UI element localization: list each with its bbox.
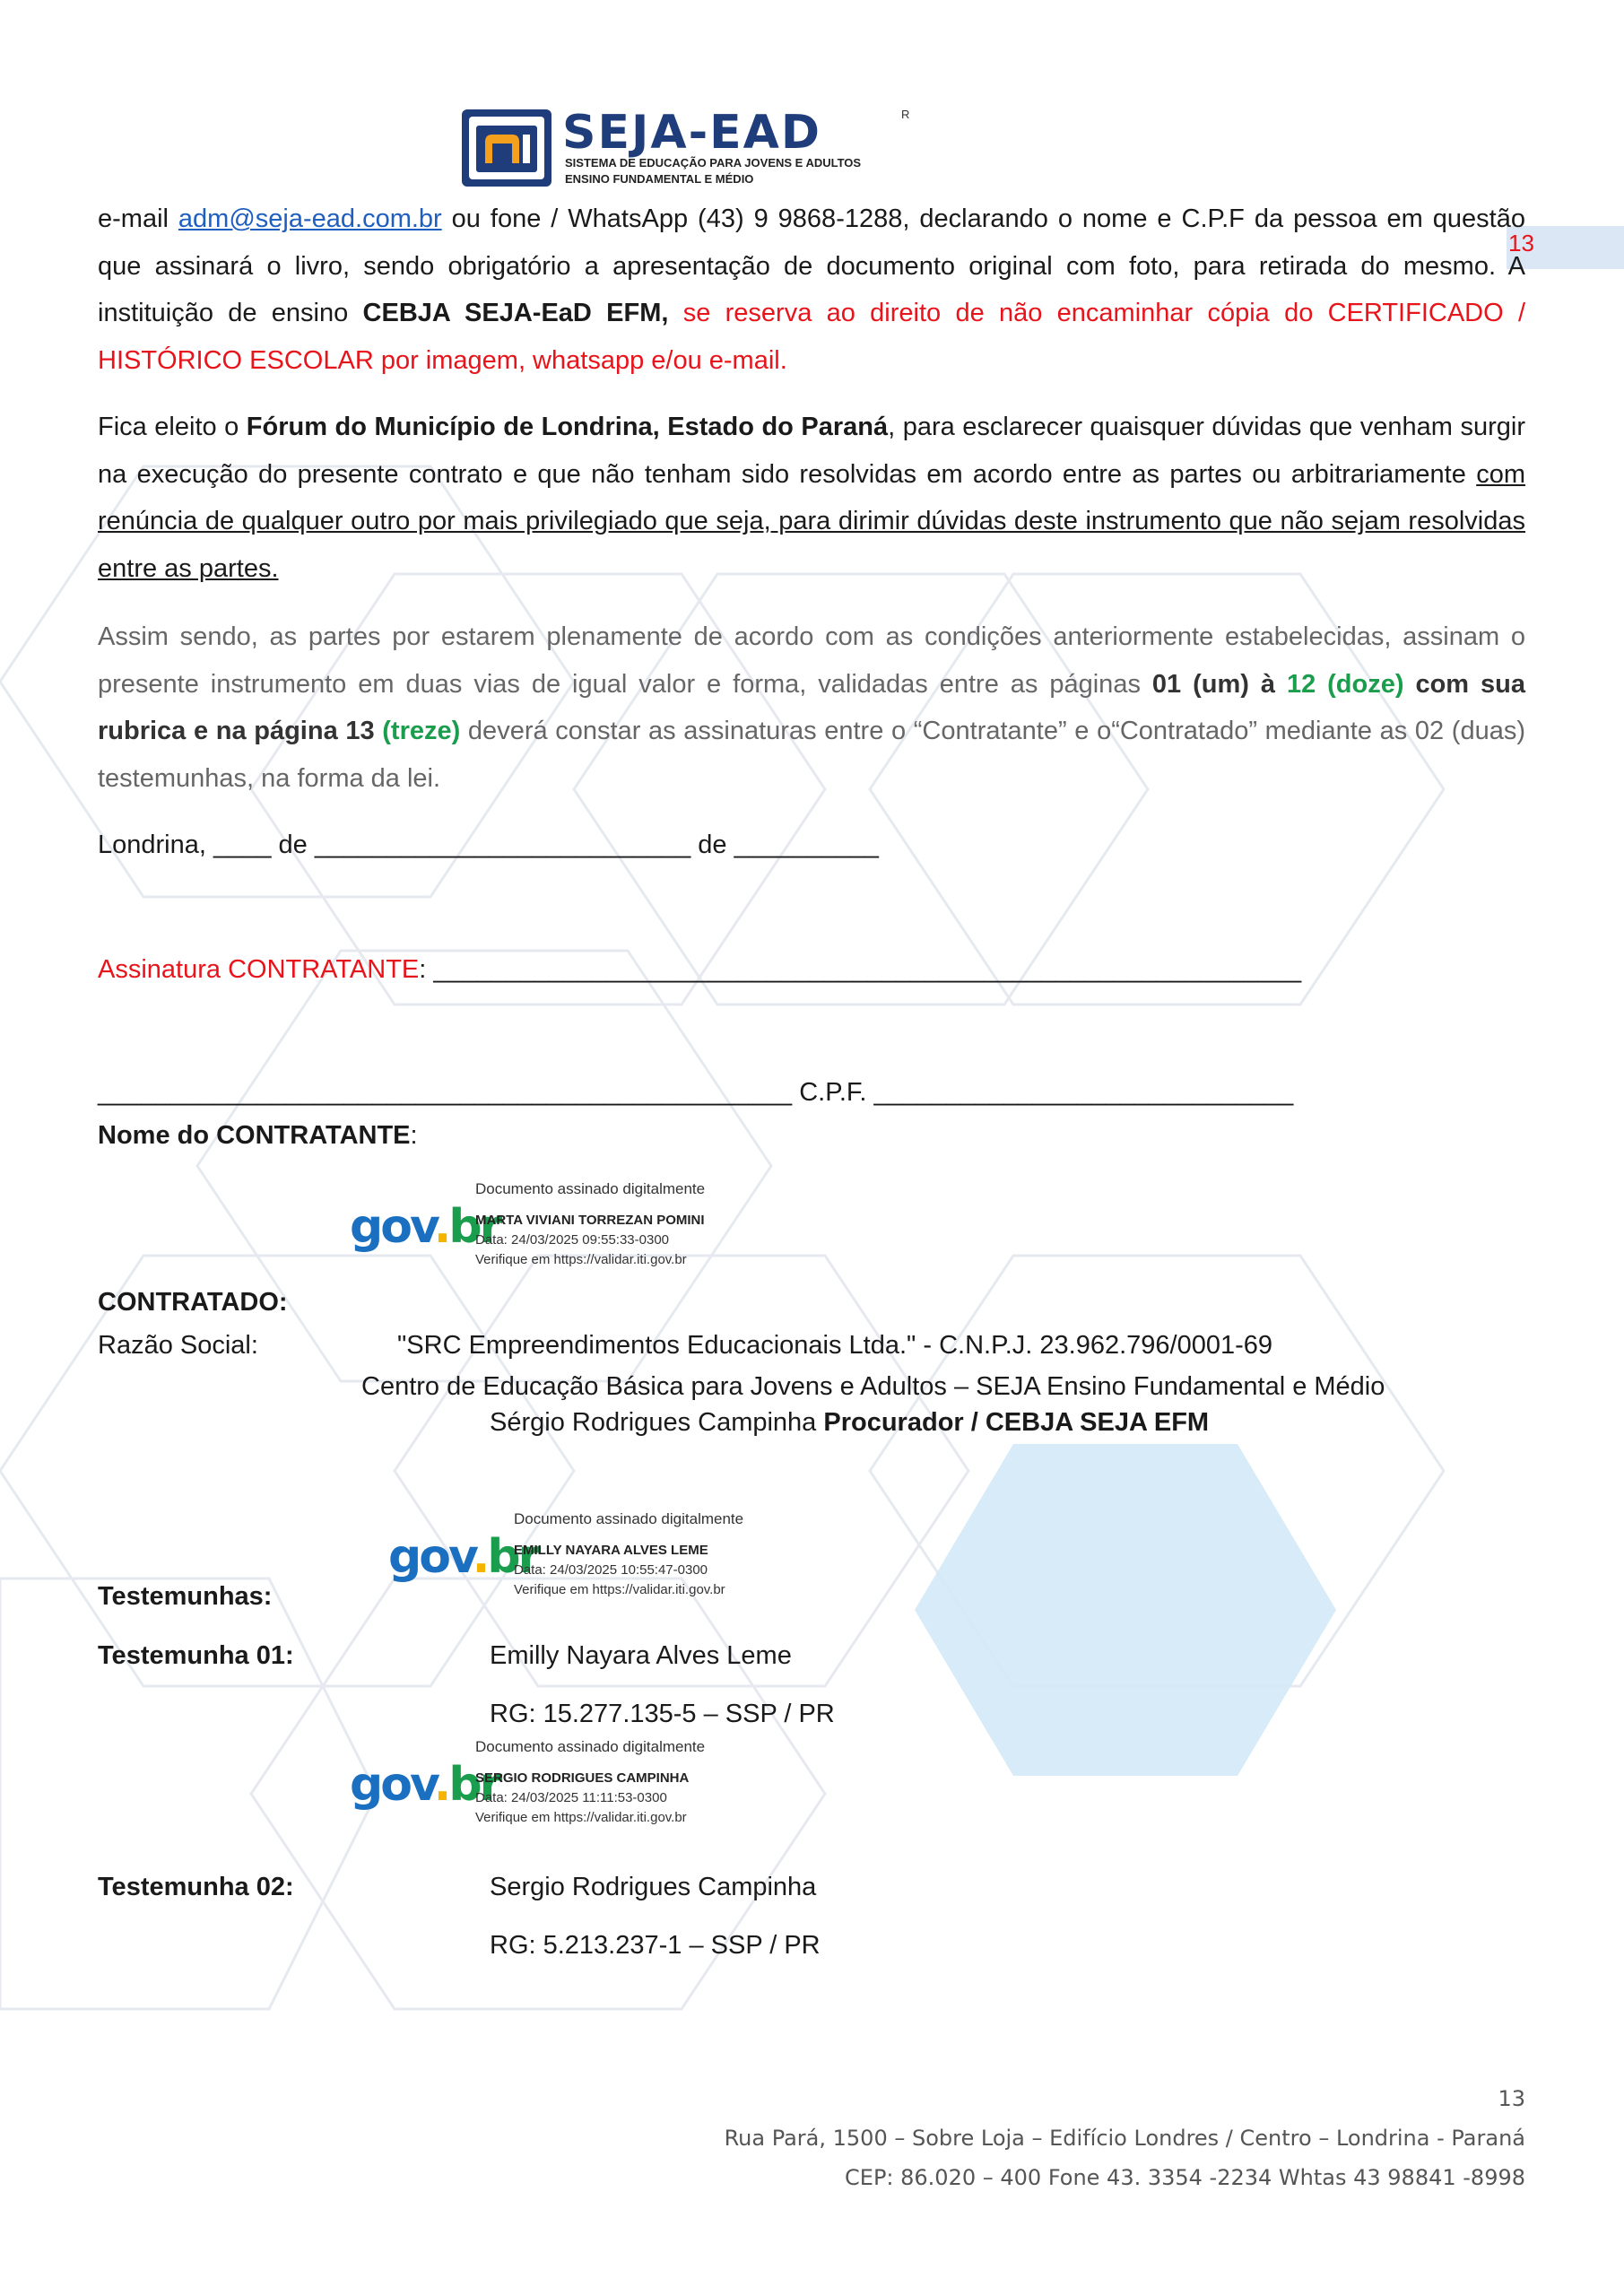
header-logo <box>462 106 928 188</box>
text: Fica eleito o <box>98 413 247 441</box>
logo-part: gov <box>388 1530 473 1584</box>
paragraph-forum <box>98 404 1525 592</box>
footer-contact: CEP: 86.020 – 400 Fone 43. 3354 -2234 Whtas 43 98841 -8998 <box>845 2165 1525 2190</box>
contratante-name-label <box>98 1121 418 1151</box>
razao-social-label: Razão Social: <box>98 1331 258 1360</box>
procurador-name: Sérgio Rodrigues Campinha <box>490 1408 824 1437</box>
warning-text: se reserva ao direito de não encaminhar cópia do CERTIFICADO / HISTÓRICO ESCOLAR por imagem, whatsapp e/ou e-mail. <box>98 299 1526 375</box>
underlined-text: com renúncia de qualquer outro por mais privilegiado que seja, para dirimir dúvidas deste instrumento que não sejam resolvidas entre as partes. <box>98 459 1525 583</box>
logo-part: br <box>448 1758 500 1812</box>
date-line: Londrina, ____ de __________________________ de __________ <box>98 831 879 859</box>
text: ou fone / WhatsApp (43) 9 9868-1288, declarando o nome e C.P.F da pessoa em questão que assinará o livro, sendo obrigatório a apresentação de documento original com foto, para retirada do mesmo. A instituição de ensino <box>98 204 1526 327</box>
testemunha-02-rg: RG: 5.213.237-1 – SSP / PR <box>490 1931 821 1960</box>
procurador-line <box>490 1408 1209 1438</box>
pages-twelve: 12 (doze) <box>1286 669 1404 699</box>
signature-title: Documento assinado digitalmente <box>475 1738 706 1755</box>
digital-signature-contratado <box>350 1180 744 1270</box>
signature-title: Documento assinado digitalmente <box>514 1510 744 1527</box>
testemunha-02-label: Testemunha 02: <box>98 1873 294 1901</box>
signer-name: MARTA VIVIANI TORREZAN POMINI <box>475 1213 705 1228</box>
rubric-text: com sua rubrica e na página 13 <box>98 669 1526 745</box>
pages-range: 01 (um) à <box>1151 669 1287 699</box>
logo-part: . <box>433 1758 449 1812</box>
testemunha-01-label: Testemunha 01: <box>98 1641 294 1670</box>
name-label-text: Nome do CONTRATANTE <box>98 1121 411 1150</box>
testemunha-02-name: Sergio Rodrigues Campinha <box>490 1873 817 1901</box>
text: e-mail <box>98 204 178 233</box>
contratante-signature-line <box>98 955 1301 985</box>
logo-part: . <box>433 1200 449 1254</box>
text: Assim sendo, as partes por estarem plenamente de acordo com as condições anteriormente estabelecidas, assinam o presente instrumento em duas vias de igual valor e forma, validadas entre as páginas <box>98 622 1525 699</box>
contratante-name-cpf-line: ________________________________________________ C.P.F. _____________________________ <box>98 1078 1294 1107</box>
logo-part: br <box>487 1530 539 1584</box>
procurador-role: Procurador / CEBJA SEJA EFM <box>823 1408 1210 1437</box>
seja-logo-icon <box>462 109 551 187</box>
forum-name: Fórum do Município de Londrina, Estado do Paraná <box>246 413 889 441</box>
logo-part: gov <box>350 1758 434 1812</box>
email-link[interactable]: adm@seja-ead.com.br <box>178 204 442 233</box>
signature-verify: Verifique em https://validar.iti.gov.br <box>475 1252 687 1267</box>
digital-signature-witness-2 <box>350 1738 744 1828</box>
contratante-signature-label: Assinatura CONTRATANTE <box>98 955 420 984</box>
logo-part: gov <box>350 1200 434 1254</box>
footer-address: Rua Pará, 1500 – Sobre Loja – Edifício Londres / Centro – Londrina - Paraná <box>724 2126 1525 2151</box>
signer-name: EMILLY NAYARA ALVES LEME <box>514 1543 708 1558</box>
testemunhas-label: Testemunhas: <box>98 1582 273 1611</box>
paragraph-agreement <box>98 613 1525 802</box>
logo-subtitle-1: SISTEMA DE EDUCAÇÃO PARA JOVENS E ADULTOS <box>565 156 862 170</box>
digital-signature-witness-1 <box>388 1510 783 1600</box>
page-tag: 13 <box>1508 230 1534 257</box>
paragraph-retrieval <box>98 196 1525 384</box>
logo-registered: R <box>901 108 910 121</box>
signature-blank: : ____________________________________________________________ <box>419 955 1302 984</box>
logo-part: . <box>472 1530 488 1584</box>
signature-date: Data: 24/03/2025 10:55:47-0300 <box>514 1562 708 1578</box>
colon: : <box>410 1121 418 1150</box>
testemunha-01-name: Emilly Nayara Alves Leme <box>490 1641 792 1670</box>
signature-verify: Verifique em https://validar.iti.gov.br <box>514 1582 725 1597</box>
testemunha-01-rg: RG: 15.277.135-5 – SSP / PR <box>490 1700 835 1728</box>
institution-name: CEBJA SEJA-EaD EFM, <box>362 299 669 327</box>
logo-subtitle-2: ENSINO FUNDAMENTAL E MÉDIO <box>565 172 754 186</box>
signature-title: Documento assinado digitalmente <box>475 1180 706 1197</box>
page-thirteen: (treze) <box>382 717 461 745</box>
centro-name: Centro de Educação Básica para Jovens e Adultos – SEJA Ensino Fundamental e Médio <box>361 1372 1385 1401</box>
text: , para esclarecer quaisquer dúvidas que venham surgir na execução do presente contrato e que não tenham sido resolvidas em acordo entre as partes ou arbitrariamente <box>98 413 1525 489</box>
signer-name: SERGIO RODRIGUES CAMPINHA <box>475 1770 690 1786</box>
logo-title: SEJA-EAD <box>562 106 822 160</box>
signature-date: Data: 24/03/2025 11:11:53-0300 <box>475 1790 667 1805</box>
signature-date: Data: 24/03/2025 09:55:33-0300 <box>475 1232 670 1248</box>
contratado-label: CONTRATADO: <box>98 1288 288 1317</box>
logo-part: br <box>448 1200 500 1254</box>
signature-verify: Verifique em https://validar.iti.gov.br <box>475 1810 687 1825</box>
text: deverá constar as assinaturas entre o “Contratante” e o“Contratado” mediante as 02 (duas) testemunhas, na forma da lei. <box>98 717 1525 793</box>
razao-social-value: "SRC Empreendimentos Educacionais Ltda." - C.N.P.J. 23.962.796/0001-69 <box>397 1331 1273 1360</box>
footer-page-number: 13 <box>1498 2086 1525 2111</box>
